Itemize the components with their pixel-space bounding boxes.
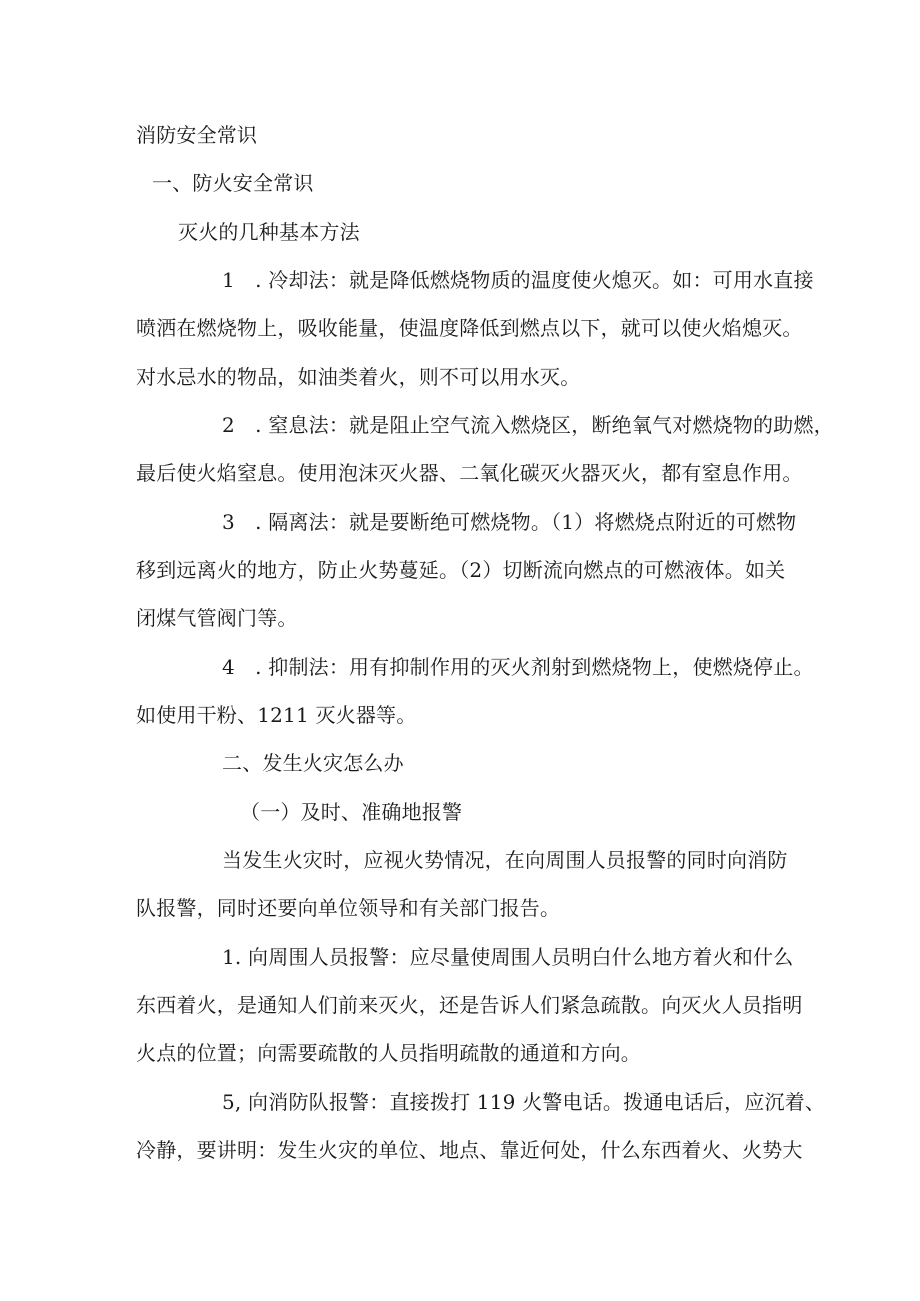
- method4-line2: 如使用干粉、1211 灭火器等。: [136, 703, 417, 727]
- alarm-intro-line2: 队报警，同时还要向单位领导和有关部门报告。: [136, 896, 561, 920]
- section1-heading: 一、防火安全常识: [152, 171, 314, 195]
- alarm-item2-line1: 5, 向消防队报警：直接拨打 119 火警电话。拨通电话后，应沉着、: [222, 1090, 826, 1114]
- method4-line1: 4 . 抑制法：用有抑制作用的灭火剂射到燃烧物上，使燃烧停止。: [222, 655, 814, 679]
- document-title: 消防安全常识: [136, 123, 258, 147]
- alarm-item1-line3: 火点的位置；向需要疏散的人员指明疏散的通道和方向。: [136, 1041, 641, 1065]
- alarm-item1-line2: 东西着火，是通知人们前来灭火，还是告诉人们紧急疏散。向灭火人员指明: [136, 993, 803, 1017]
- alarm-item1-line1: 1. 向周围人员报警：应尽量使周围人员明白什么地方着火和什么: [222, 945, 794, 969]
- method2-line1: 2 . 窒息法：就是阻止空气流入燃烧区，断绝氧气对燃烧物的助燃，: [222, 413, 834, 437]
- method3-line3: 闭煤气管阀门等。: [136, 606, 298, 630]
- method2-line2: 最后使火焰窒息。使用泡沫灭火器、二氧化碳灭火器灭火，都有窒息作用。: [136, 461, 803, 485]
- method1-line1: 1 . 冷却法：就是降低燃烧物质的温度使火熄灭。如：可用水直接: [222, 268, 814, 292]
- alarm-intro-line1: 当发生火灾时，应视火势情况，在向周围人员报警的同时向消防: [222, 848, 788, 872]
- alarm-item2-line2: 冷静，要讲明：发生火灾的单位、地点、靠近何处，什么东西着火、火势大: [136, 1138, 803, 1162]
- method3-line1: 3 . 隔离法：就是要断绝可燃烧物。（1）将燃烧点附近的可燃物: [222, 510, 797, 534]
- method1-line3: 对水忌水的物品，如油类着火，则不可以用水灭。: [136, 365, 581, 389]
- method3-line2: 移到远离火的地方，防止火势蔓延。（2）切断流向燃点的可燃液体。如关: [136, 558, 786, 582]
- section1-subheading: 灭火的几种基本方法: [178, 220, 360, 244]
- method1-line2: 喷洒在燃烧物上，吸收能量，使温度降低到燃点以下，就可以使火焰熄灭。: [136, 316, 803, 340]
- section2-heading: 二、发生火灾怎么办: [222, 751, 404, 775]
- section2-sub1: （一）及时、准确地报警: [240, 800, 463, 824]
